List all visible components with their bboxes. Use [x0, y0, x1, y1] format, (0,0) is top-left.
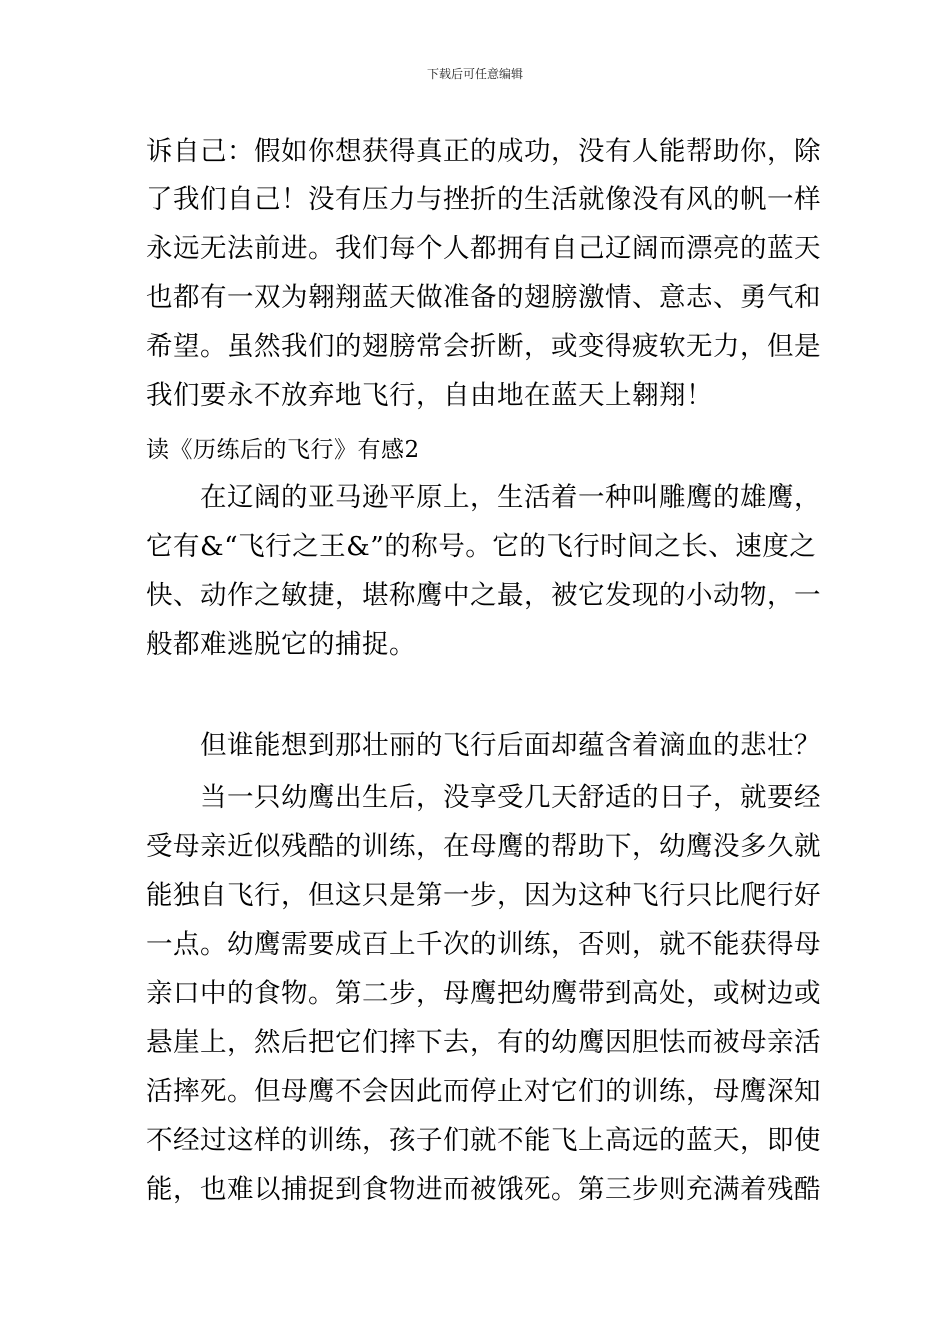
paragraph-line: 它有&“飞行之王&”的称号。它的飞行时间之长、速度之: [146, 531, 817, 562]
paragraph-line: 当一只幼鹰出生后，没享受几天舒适的日子，就要经: [146, 782, 821, 813]
paragraph-line: 永远无法前进。我们每个人都拥有自己辽阔而漂亮的蓝天: [146, 233, 821, 264]
paragraph-line: 了我们自己！没有压力与挫折的生活就像没有风的帆一样: [146, 184, 821, 215]
paragraph-line: 能独自飞行，但这只是第一步，因为这种飞行只比爬行好: [146, 880, 821, 911]
paragraph-line: 快、动作之敏捷，堪称鹰中之最，被它发现的小动物，一: [146, 580, 821, 611]
paragraph-line: 能，也难以捕捉到食物进而被饿死。第三步则充满着残酷: [146, 1174, 821, 1205]
paragraph-line: 悬崖上，然后把它们摔下去，有的幼鹰因胆怯而被母亲活: [146, 1027, 821, 1058]
section-title: 读《历练后的飞行》有感2: [146, 437, 420, 463]
paragraph-line: 受母亲近似残酷的训练，在母鹰的帮助下，幼鹰没多久就: [146, 831, 821, 862]
paragraph-line: 也都有一双为翱翔蓝天做准备的翅膀激情、意志、勇气和: [146, 282, 821, 313]
paragraph-line: 在辽阔的亚马逊平原上，生活着一种叫雕鹰的雄鹰，: [146, 482, 821, 513]
paragraph-line: 一点。幼鹰需要成百上千次的训练，否则，就不能获得母: [146, 929, 821, 960]
paragraph-line: 亲口中的食物。第二步，母鹰把幼鹰带到高处，或树边或: [146, 978, 821, 1009]
paragraph-line: 但谁能想到那壮丽的飞行后面却蕴含着滴血的悲壮？: [146, 730, 821, 761]
paragraph-line: 希望。虽然我们的翅膀常会折断，或变得疲软无力，但是: [146, 331, 821, 362]
paragraph-line: 般都难逃脱它的捕捉。: [146, 629, 416, 660]
paragraph-line: 活摔死。但母鹰不会因此而停止对它们的训练，母鹰深知: [146, 1076, 821, 1107]
page-header: 下载后可任意编辑: [426, 67, 523, 81]
paragraph-line: 不经过这样的训练，孩子们就不能飞上高远的蓝天，即使: [146, 1125, 821, 1156]
paragraph-line: 我们要永不放弃地飞行，自由地在蓝天上翱翔！: [146, 380, 713, 411]
paragraph-line: 诉自己：假如你想获得真正的成功，没有人能帮助你，除: [146, 136, 821, 167]
